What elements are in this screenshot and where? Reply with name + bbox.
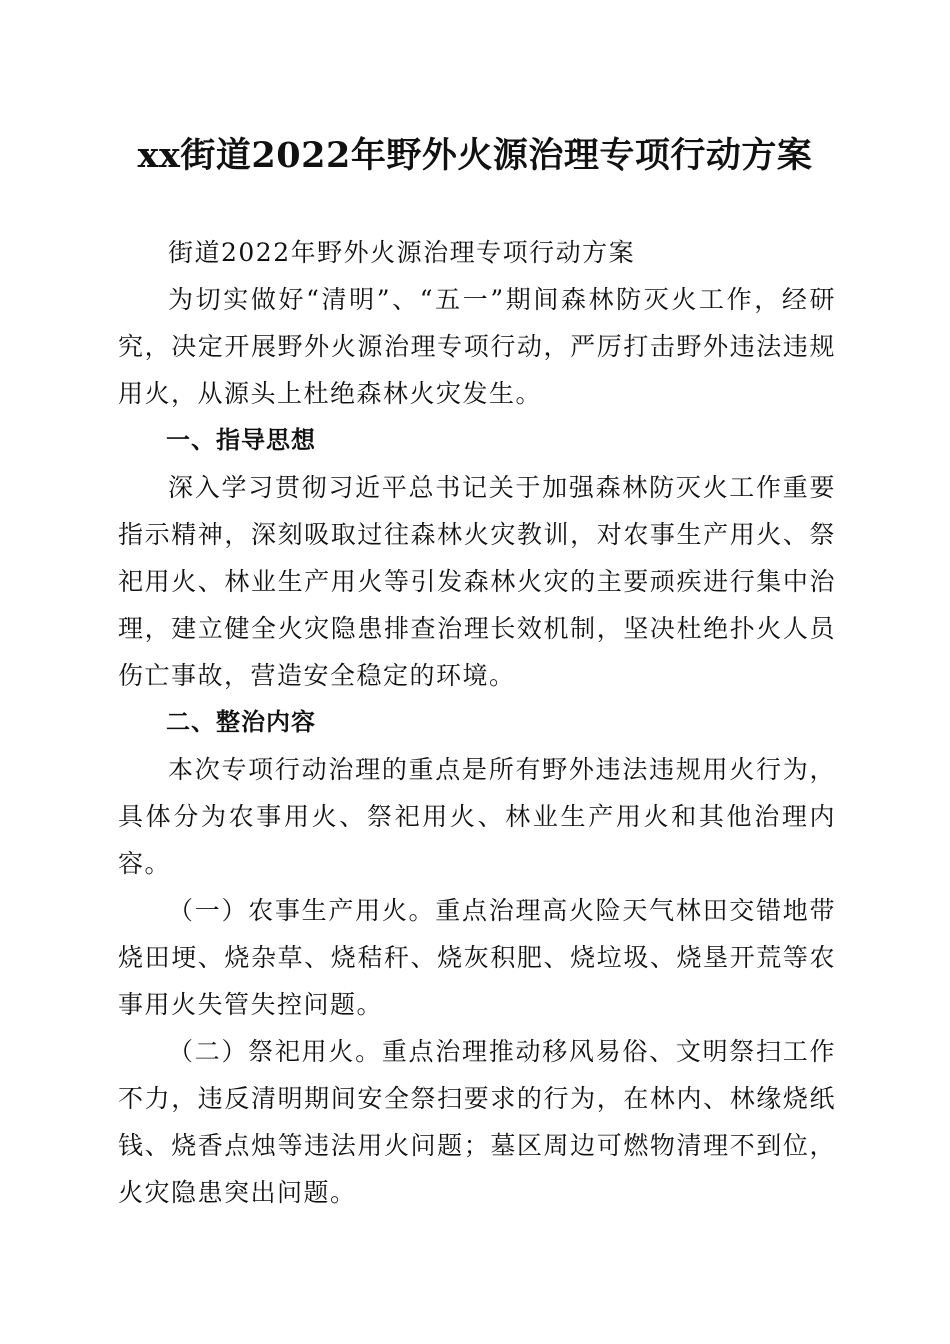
document-body [118, 229, 836, 1216]
document-title: xx街道2022年野外火源治理专项行动方案 [137, 135, 813, 176]
section-heading-content: 二、整治内容 [166, 708, 316, 736]
item-sacrificial-fire-paragraph: （二）祭祀用火。重点治理推动移风易俗、文明祭扫工作不力，违反清明期间安全祭扫要求的行为，在林内、林缘烧纸钱、烧香点烛等违法用火问题；墓区周边可燃物清理不到位，火灾隐患突出问题。 [118, 1037, 836, 1207]
guiding-paragraph: 深入学习贯彻习近平总书记关于加强森林防灭火工作重要指示精神，深刻吸取过往森林火灾教训，对农事生产用火、祭祀用火、林业生产用火等引发森林火灾的主要顽疾进行集中治理，建立健全火灾隐患排查治理长效机制，坚决杜绝扑火人员伤亡事故，营造安全稳定的环境。 [118, 473, 836, 690]
content-intro-paragraph: 本次专项行动治理的重点是所有野外违法违规用火行为，具体分为农事用火、祭祀用火、林业生产用火和其他治理内容。 [118, 755, 836, 878]
item-agricultural-fire-paragraph: （一）农事生产用火。重点治理高火险天气林田交错地带烧田埂、烧杂草、烧秸秆、烧灰积肥、烧垃圾、烧垦开荒等农事用火失管失控问题。 [118, 896, 836, 1019]
subtitle-paragraph: 街道2022年野外火源治理专项行动方案 [168, 238, 636, 267]
section-heading-guiding: 一、指导思想 [166, 426, 316, 454]
intro-paragraph: 为切实做好“清明”、“五一”期间森林防灭火工作，经研究，决定开展野外火源治理专项行动，严厉打击野外违法违规用火，从源头上杜绝森林火灾发生。 [118, 285, 836, 408]
